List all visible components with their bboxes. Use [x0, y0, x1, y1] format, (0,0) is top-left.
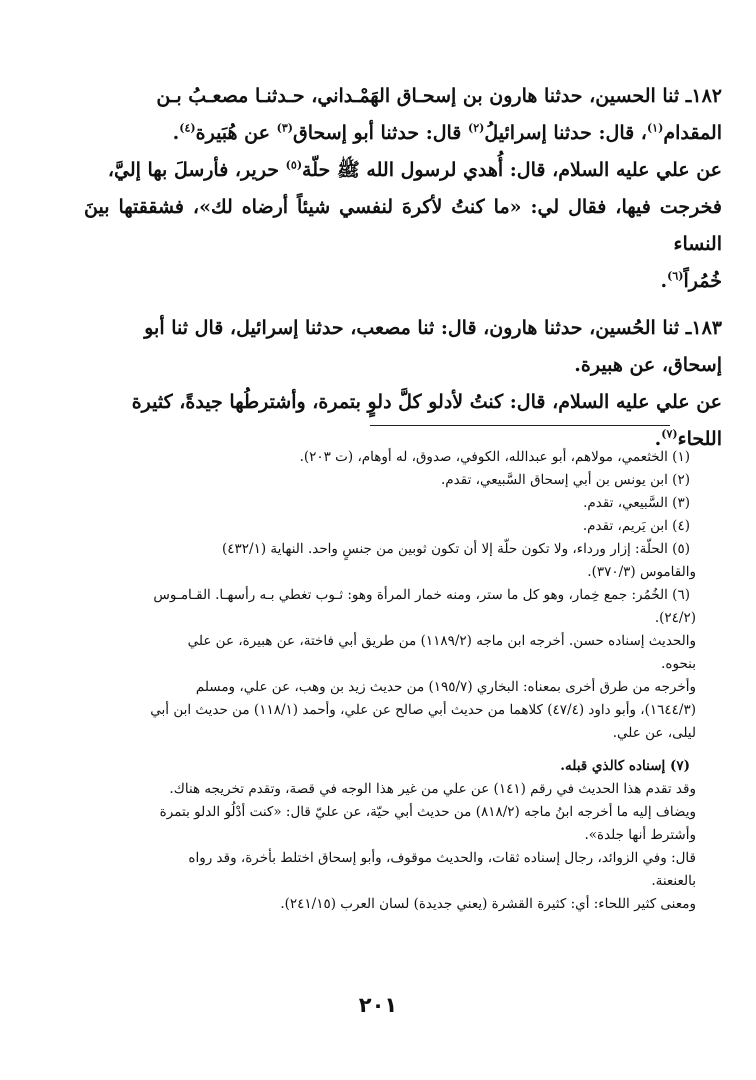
- page-number: ٢٠١: [358, 993, 398, 1017]
- footnote-7: (٧) إسناده كالذي قبله.: [560, 758, 690, 774]
- hadith-183-line: عن علي عليه السلام، قال: كنتُ لأدلو كلَّ دلوٍ بتمرة، وأشترطُها جيدةً، كثيرة: [131, 391, 722, 413]
- footnote-divider: [370, 425, 670, 426]
- hadith-text: [84, 78, 722, 458]
- footnote-7-cont: ومعنى كثير اللحاء: أي: كثيرة القشرة (يعني جديدة) لسان العرب (٢٤١/١٥).: [280, 896, 696, 912]
- footnote-2: (٢) ابن يونس بن أبي إسحاق السَّبيعي، تقدم.: [441, 472, 690, 488]
- footnote-1: (١) الخثعمي، مولاهم، أبو عبدالله، الكوفي، صدوق، له أوهام، (ت ٢٠٣).: [299, 449, 690, 465]
- hadith-182-line: عن علي عليه السلام، قال: أُهدي لرسول الله ﷺ حلّة$^{(٥)}$ حرير، فأرسلَ بها إليَّ،: [107, 158, 722, 181]
- hadith-182-line: المقدام$^{(١)}$، قال: حدثنا إسرائيلُ$^{(٢)}$ قال: حدثنا أبو إسحاق$^{(٣)}$ عن هُبَيرة$^{(٤)}$.: [172, 121, 722, 144]
- hadith-182-line: فخرجت فيها، فقال لي: «ما كنتُ لأكرهَ لنفسي شيئاً أرضاه لك»، فشققتها بينَ النساء: [84, 196, 722, 255]
- footnote-7-cont: قال: وفي الزوائد، رجال إسناده ثقات، والحديث موقوف، وأبو إسحاق اختلط بأخرة، وقد رواه: [188, 850, 696, 866]
- footnote-6-cont: وأخرجه من طرق أخرى بمعناه: البخاري (١٩٥/٧) من حديث زيد بن وهب، عن علي، ومسلم: [195, 679, 696, 695]
- footnote-6: (٦) الخُمُر: جمع خِمار، وهو كل ما ستر، ومنه خمار المرأة وهو: ثـوب تغطي بـه رأسهـا. القـامـوس: [153, 587, 690, 603]
- footnote-6-cont: بنحوه.: [661, 656, 696, 672]
- footnote-3: (٣) السَّبيعي، تقدم.: [583, 495, 690, 511]
- footnote-7-cont: ويضاف إليه ما أخرجه ابنُ ماجه (٨١٨/٢) من حديث أبي حيّة، عن عليّ قال: «كنت أدْلُو الدلو بتمرة: [159, 804, 696, 820]
- hadith-182-line: خُمُراً$^{(٦)}$.: [660, 269, 722, 292]
- footnote-7-cont: وقد تقدم هذا الحديث في رقم (١٤١) عن علي من غير هذا الوجه في قصة، وتقدم تخريجه هناك.: [169, 781, 696, 797]
- hadith-182-line: ١٨٢ـ ثنا الحسين، حدثنا هارون بن إسحـاق الهَمْـداني، حـدثنـا مصعـبُ بـن: [156, 85, 722, 107]
- footnote-5-cont: والقاموس (٣٧٠/٣).: [587, 564, 696, 580]
- hadith-183-line: إسحاق، عن هبيرة.: [574, 354, 722, 376]
- footnote-6-cont: (١٦٤٤/٣)، وأبو داود (٤٧/٤) كلاهما من حديث أبي صالح عن علي، وأحمد (١١٨/١) من حديث ابن أبي: [150, 702, 696, 718]
- footnote-6-cont: والحديث إسناده حسن. أخرجه ابن ماجه (١١٨٩/٢) من طريق أبي فاختة، عن هبيرة، عن علي: [187, 633, 696, 649]
- footnote-6-cont: (٢٤/٢).: [654, 610, 696, 626]
- footnote-5: (٥) الحلّة: إزار ورداء، ولا تكون حلّة إلا أن تكون ثوبين من جنسٍ واحد. النهاية (٤٣٢/١): [222, 541, 690, 557]
- footnote-7-cont: بالعنعنة.: [651, 873, 696, 889]
- hadith-183-line: اللحاء$^{(٧)}$.: [654, 427, 722, 450]
- footnote-7-cont: وأشترط أنها جلدة».: [584, 827, 696, 843]
- footnote-6-cont: ليلى، عن علي.: [612, 725, 696, 741]
- footnotes: [60, 446, 696, 916]
- footnote-4: (٤) ابن يَريم، تقدم.: [582, 518, 690, 534]
- hadith-183-line: ١٨٣ـ ثنا الحُسين، حدثنا هارون، قال: ثنا مصعب، حدثنا إسرائيل، قال ثنا أبو: [144, 317, 722, 339]
